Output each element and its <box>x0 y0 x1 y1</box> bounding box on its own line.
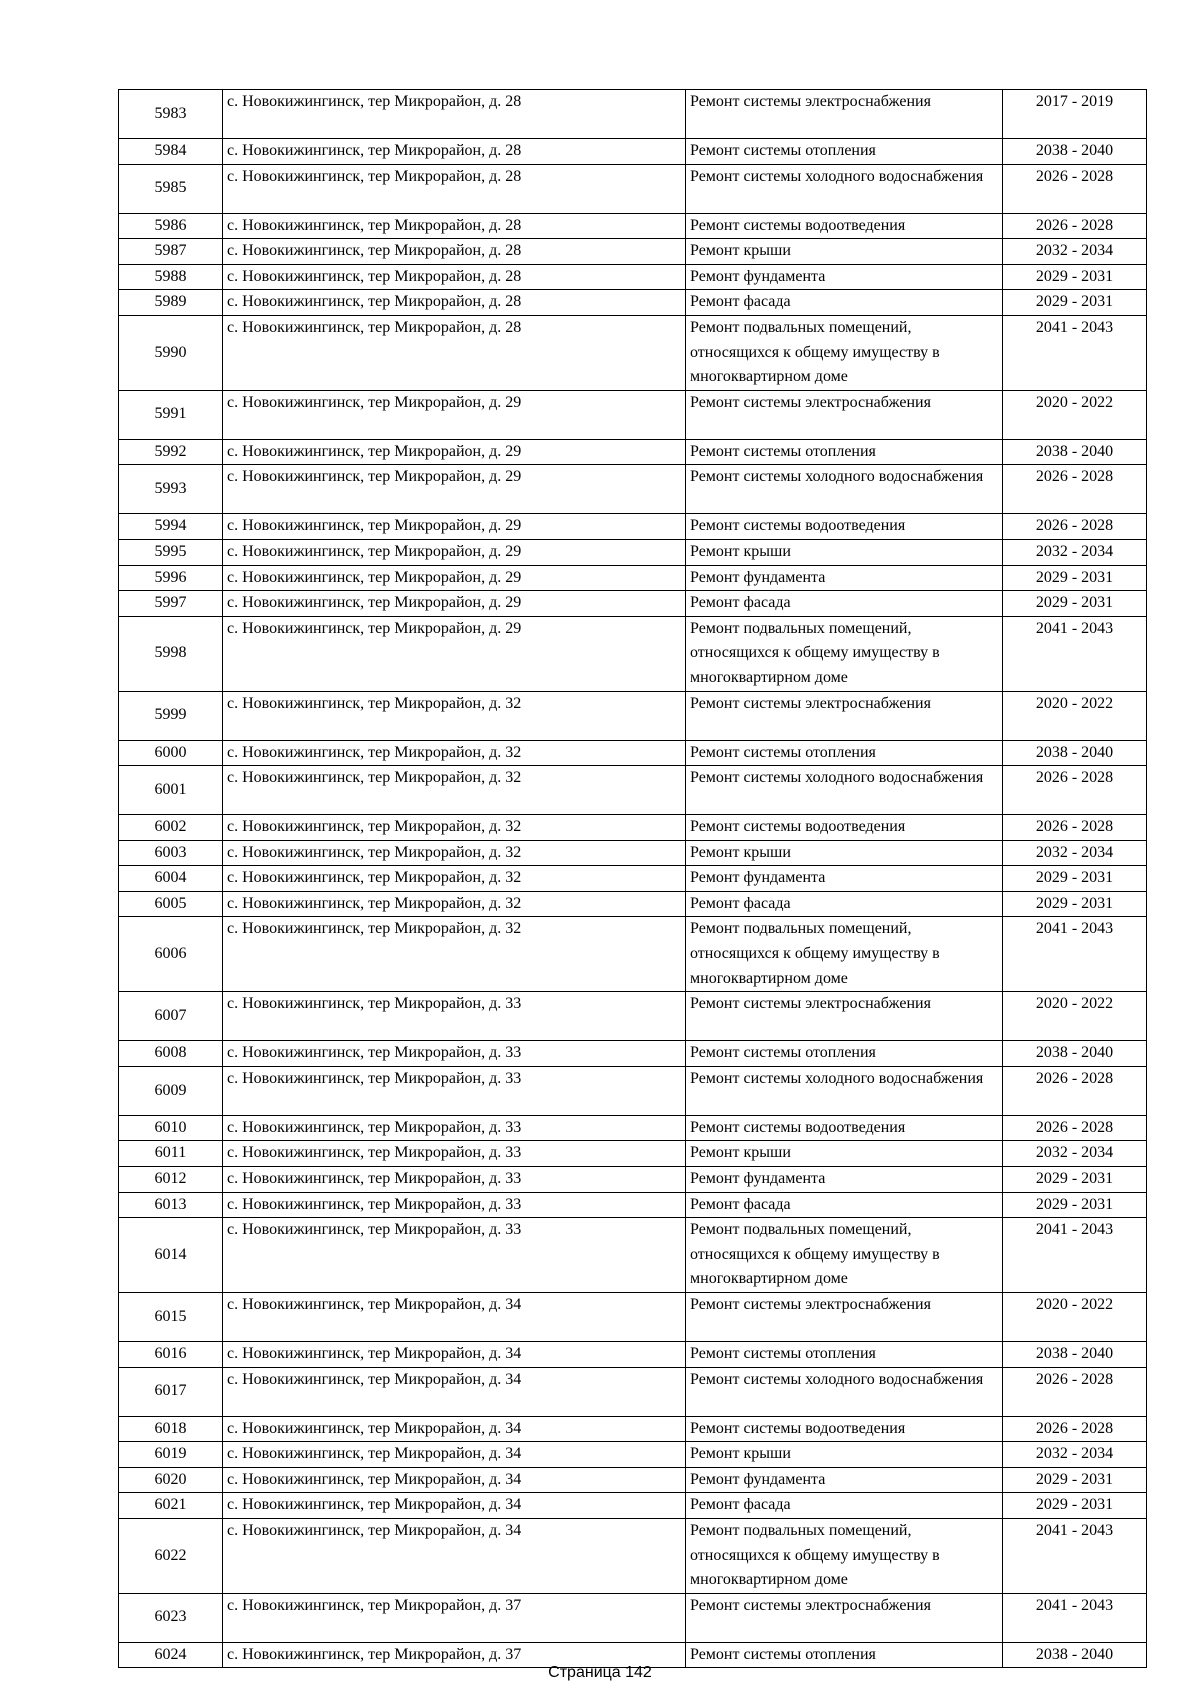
period-cell: 2032 - 2034 <box>1003 1141 1147 1167</box>
row-number-cell: 6000 <box>119 740 223 766</box>
period-cell: 2020 - 2022 <box>1003 992 1147 1041</box>
row-number-cell: 5998 <box>119 616 223 691</box>
work-type-cell: Ремонт системы электроснабжения <box>686 1593 1003 1642</box>
period-cell: 2038 - 2040 <box>1003 139 1147 165</box>
table-row <box>119 740 1147 766</box>
table-row <box>119 1342 1147 1368</box>
address-cell: с. Новокижингинск, тер Микрорайон, д. 32 <box>223 815 686 841</box>
work-type-cell: Ремонт крыши <box>686 239 1003 265</box>
row-number-cell: 6016 <box>119 1342 223 1368</box>
period-cell: 2032 - 2034 <box>1003 840 1147 866</box>
work-type-cell: Ремонт подвальных помещений, относящихся к общему имуществу в многоквартирном доме <box>686 917 1003 992</box>
table-row <box>119 815 1147 841</box>
work-type-cell: Ремонт подвальных помещений, относящихся к общему имуществу в многоквартирном доме <box>686 1218 1003 1293</box>
table-row <box>119 239 1147 265</box>
period-cell: 2041 - 2043 <box>1003 315 1147 390</box>
address-cell: с. Новокижингинск, тер Микрорайон, д. 29 <box>223 465 686 514</box>
address-cell: с. Новокижингинск, тер Микрорайон, д. 32 <box>223 917 686 992</box>
row-number-cell: 6008 <box>119 1041 223 1067</box>
table-row <box>119 691 1147 740</box>
work-type-cell: Ремонт системы отопления <box>686 1342 1003 1368</box>
period-cell: 2026 - 2028 <box>1003 1416 1147 1442</box>
table-row <box>119 1442 1147 1468</box>
address-cell: с. Новокижингинск, тер Микрорайон, д. 34 <box>223 1293 686 1342</box>
row-number-cell: 5988 <box>119 264 223 290</box>
table-row <box>119 90 1147 139</box>
work-type-cell: Ремонт подвальных помещений, относящихся к общему имуществу в многоквартирном доме <box>686 315 1003 390</box>
work-type-cell: Ремонт фундамента <box>686 565 1003 591</box>
address-cell: с. Новокижингинск, тер Микрорайон, д. 29 <box>223 591 686 617</box>
period-cell: 2041 - 2043 <box>1003 917 1147 992</box>
table-row <box>119 992 1147 1041</box>
page-footer <box>0 1664 1200 1682</box>
period-cell: 2029 - 2031 <box>1003 1167 1147 1193</box>
period-cell: 2026 - 2028 <box>1003 164 1147 213</box>
address-cell: с. Новокижингинск, тер Микрорайон, д. 34 <box>223 1518 686 1593</box>
work-type-cell: Ремонт системы водоотведения <box>686 213 1003 239</box>
address-cell: с. Новокижингинск, тер Микрорайон, д. 33 <box>223 1115 686 1141</box>
row-number-cell: 6006 <box>119 917 223 992</box>
work-type-cell: Ремонт системы водоотведения <box>686 1416 1003 1442</box>
row-number-cell: 6007 <box>119 992 223 1041</box>
work-type-cell: Ремонт крыши <box>686 539 1003 565</box>
work-type-cell: Ремонт системы электроснабжения <box>686 390 1003 439</box>
address-cell: с. Новокижингинск, тер Микрорайон, д. 32 <box>223 766 686 815</box>
row-number-cell: 6003 <box>119 840 223 866</box>
row-number-cell: 6020 <box>119 1467 223 1493</box>
table-row <box>119 264 1147 290</box>
work-type-cell: Ремонт фундамента <box>686 1167 1003 1193</box>
row-number-cell: 6005 <box>119 891 223 917</box>
address-cell: с. Новокижингинск, тер Микрорайон, д. 29 <box>223 616 686 691</box>
work-type-cell: Ремонт системы отопления <box>686 740 1003 766</box>
row-number-cell: 6015 <box>119 1293 223 1342</box>
period-cell: 2038 - 2040 <box>1003 1041 1147 1067</box>
period-cell: 2038 - 2040 <box>1003 1642 1147 1668</box>
table-row <box>119 591 1147 617</box>
period-cell: 2041 - 2043 <box>1003 1518 1147 1593</box>
address-cell: с. Новокижингинск, тер Микрорайон, д. 32 <box>223 866 686 892</box>
address-cell: с. Новокижингинск, тер Микрорайон, д. 34 <box>223 1493 686 1519</box>
table-row <box>119 1416 1147 1442</box>
table-row <box>119 514 1147 540</box>
work-type-cell: Ремонт фундамента <box>686 866 1003 892</box>
row-number-cell: 6022 <box>119 1518 223 1593</box>
address-cell: с. Новокижингинск, тер Микрорайон, д. 28 <box>223 315 686 390</box>
period-cell: 2029 - 2031 <box>1003 591 1147 617</box>
work-type-cell: Ремонт системы электроснабжения <box>686 90 1003 139</box>
row-number-cell: 6002 <box>119 815 223 841</box>
address-cell: с. Новокижингинск, тер Микрорайон, д. 33 <box>223 1041 686 1067</box>
table-row <box>119 917 1147 992</box>
work-type-cell: Ремонт подвальных помещений, относящихся к общему имуществу в многоквартирном доме <box>686 616 1003 691</box>
work-type-cell: Ремонт системы электроснабжения <box>686 992 1003 1041</box>
period-cell: 2026 - 2028 <box>1003 1115 1147 1141</box>
work-type-cell: Ремонт подвальных помещений, относящихся к общему имуществу в многоквартирном доме <box>686 1518 1003 1593</box>
table-row <box>119 164 1147 213</box>
row-number-cell: 5997 <box>119 591 223 617</box>
table-row <box>119 1518 1147 1593</box>
table-row <box>119 1141 1147 1167</box>
table-row <box>119 1367 1147 1416</box>
period-cell: 2026 - 2028 <box>1003 465 1147 514</box>
work-type-cell: Ремонт системы холодного водоснабжения <box>686 1367 1003 1416</box>
row-number-cell: 5996 <box>119 565 223 591</box>
period-cell: 2029 - 2031 <box>1003 1467 1147 1493</box>
address-cell: с. Новокижингинск, тер Микрорайон, д. 28 <box>223 90 686 139</box>
table-row <box>119 390 1147 439</box>
period-cell: 2029 - 2031 <box>1003 565 1147 591</box>
row-number-cell: 5991 <box>119 390 223 439</box>
period-cell: 2029 - 2031 <box>1003 1192 1147 1218</box>
work-type-cell: Ремонт системы отопления <box>686 1642 1003 1668</box>
table-row <box>119 315 1147 390</box>
work-type-cell: Ремонт системы водоотведения <box>686 514 1003 540</box>
period-cell: 2032 - 2034 <box>1003 1442 1147 1468</box>
address-cell: с. Новокижингинск, тер Микрорайон, д. 33 <box>223 1066 686 1115</box>
address-cell: с. Новокижингинск, тер Микрорайон, д. 34 <box>223 1367 686 1416</box>
work-type-cell: Ремонт системы водоотведения <box>686 1115 1003 1141</box>
address-cell: с. Новокижингинск, тер Микрорайон, д. 32 <box>223 691 686 740</box>
address-cell: с. Новокижингинск, тер Микрорайон, д. 33 <box>223 1141 686 1167</box>
address-cell: с. Новокижингинск, тер Микрорайон, д. 34 <box>223 1342 686 1368</box>
row-number-cell: 6017 <box>119 1367 223 1416</box>
page-number: Страница 142 <box>548 1664 652 1681</box>
period-cell: 2032 - 2034 <box>1003 239 1147 265</box>
table-row <box>119 1167 1147 1193</box>
work-type-cell: Ремонт системы отопления <box>686 439 1003 465</box>
table-row <box>119 891 1147 917</box>
table-row <box>119 1467 1147 1493</box>
period-cell: 2029 - 2031 <box>1003 891 1147 917</box>
period-cell: 2029 - 2031 <box>1003 866 1147 892</box>
address-cell: с. Новокижингинск, тер Микрорайон, д. 34 <box>223 1442 686 1468</box>
row-number-cell: 5984 <box>119 139 223 165</box>
row-number-cell: 6001 <box>119 766 223 815</box>
work-type-cell: Ремонт фасада <box>686 591 1003 617</box>
work-type-cell: Ремонт крыши <box>686 1141 1003 1167</box>
row-number-cell: 6021 <box>119 1493 223 1519</box>
period-cell: 2026 - 2028 <box>1003 514 1147 540</box>
table-row <box>119 616 1147 691</box>
work-type-cell: Ремонт системы холодного водоснабжения <box>686 465 1003 514</box>
table-row <box>119 139 1147 165</box>
row-number-cell: 5993 <box>119 465 223 514</box>
table-row <box>119 1493 1147 1519</box>
period-cell: 2020 - 2022 <box>1003 390 1147 439</box>
row-number-cell: 6004 <box>119 866 223 892</box>
table-row <box>119 290 1147 316</box>
period-cell: 2017 - 2019 <box>1003 90 1147 139</box>
table-row <box>119 1066 1147 1115</box>
table-row <box>119 840 1147 866</box>
address-cell: с. Новокижингинск, тер Микрорайон, д. 32 <box>223 891 686 917</box>
work-type-cell: Ремонт фасада <box>686 1192 1003 1218</box>
table-row <box>119 213 1147 239</box>
table-row <box>119 866 1147 892</box>
period-cell: 2029 - 2031 <box>1003 290 1147 316</box>
period-cell: 2029 - 2031 <box>1003 1493 1147 1519</box>
row-number-cell: 5999 <box>119 691 223 740</box>
row-number-cell: 6018 <box>119 1416 223 1442</box>
row-number-cell: 6009 <box>119 1066 223 1115</box>
row-number-cell: 5986 <box>119 213 223 239</box>
address-cell: с. Новокижингинск, тер Микрорайон, д. 28 <box>223 239 686 265</box>
work-type-cell: Ремонт системы отопления <box>686 139 1003 165</box>
period-cell: 2020 - 2022 <box>1003 1293 1147 1342</box>
period-cell: 2032 - 2034 <box>1003 539 1147 565</box>
row-number-cell: 5989 <box>119 290 223 316</box>
row-number-cell: 6024 <box>119 1642 223 1668</box>
work-type-cell: Ремонт системы электроснабжения <box>686 691 1003 740</box>
work-type-cell: Ремонт системы холодного водоснабжения <box>686 1066 1003 1115</box>
period-cell: 2026 - 2028 <box>1003 766 1147 815</box>
address-cell: с. Новокижингинск, тер Микрорайон, д. 37 <box>223 1593 686 1642</box>
table-row <box>119 465 1147 514</box>
work-type-cell: Ремонт крыши <box>686 840 1003 866</box>
table-row <box>119 1218 1147 1293</box>
row-number-cell: 6014 <box>119 1218 223 1293</box>
address-cell: с. Новокижингинск, тер Микрорайон, д. 34 <box>223 1467 686 1493</box>
work-type-cell: Ремонт крыши <box>686 1442 1003 1468</box>
row-number-cell: 5987 <box>119 239 223 265</box>
period-cell: 2041 - 2043 <box>1003 616 1147 691</box>
address-cell: с. Новокижингинск, тер Микрорайон, д. 32 <box>223 740 686 766</box>
address-cell: с. Новокижингинск, тер Микрорайон, д. 29 <box>223 514 686 540</box>
period-cell: 2029 - 2031 <box>1003 264 1147 290</box>
address-cell: с. Новокижингинск, тер Микрорайон, д. 37 <box>223 1642 686 1668</box>
address-cell: с. Новокижингинск, тер Микрорайон, д. 29 <box>223 539 686 565</box>
table-row <box>119 565 1147 591</box>
address-cell: с. Новокижингинск, тер Микрорайон, д. 29 <box>223 439 686 465</box>
table-row <box>119 1192 1147 1218</box>
row-number-cell: 5990 <box>119 315 223 390</box>
row-number-cell: 6019 <box>119 1442 223 1468</box>
period-cell: 2038 - 2040 <box>1003 1342 1147 1368</box>
address-cell: с. Новокижингинск, тер Микрорайон, д. 28 <box>223 290 686 316</box>
row-number-cell: 6023 <box>119 1593 223 1642</box>
address-cell: с. Новокижингинск, тер Микрорайон, д. 32 <box>223 840 686 866</box>
period-cell: 2026 - 2028 <box>1003 213 1147 239</box>
table-row <box>119 1041 1147 1067</box>
period-cell: 2026 - 2028 <box>1003 1066 1147 1115</box>
work-type-cell: Ремонт системы холодного водоснабжения <box>686 164 1003 213</box>
table-row <box>119 1115 1147 1141</box>
work-type-cell: Ремонт системы холодного водоснабжения <box>686 766 1003 815</box>
address-cell: с. Новокижингинск, тер Микрорайон, д. 28 <box>223 139 686 165</box>
work-type-cell: Ремонт фасада <box>686 1493 1003 1519</box>
period-cell: 2038 - 2040 <box>1003 439 1147 465</box>
address-cell: с. Новокижингинск, тер Микрорайон, д. 29 <box>223 390 686 439</box>
address-cell: с. Новокижингинск, тер Микрорайон, д. 28 <box>223 164 686 213</box>
address-cell: с. Новокижингинск, тер Микрорайон, д. 28 <box>223 264 686 290</box>
address-cell: с. Новокижингинск, тер Микрорайон, д. 33 <box>223 1218 686 1293</box>
address-cell: с. Новокижингинск, тер Микрорайон, д. 34 <box>223 1416 686 1442</box>
address-cell: с. Новокижингинск, тер Микрорайон, д. 29 <box>223 565 686 591</box>
table-row <box>119 766 1147 815</box>
work-type-cell: Ремонт фасада <box>686 891 1003 917</box>
period-cell: 2038 - 2040 <box>1003 740 1147 766</box>
period-cell: 2020 - 2022 <box>1003 691 1147 740</box>
repair-schedule-table <box>118 89 1147 1668</box>
table-body <box>119 90 1147 1668</box>
row-number-cell: 6011 <box>119 1141 223 1167</box>
period-cell: 2041 - 2043 <box>1003 1218 1147 1293</box>
row-number-cell: 5994 <box>119 514 223 540</box>
table-row <box>119 1293 1147 1342</box>
period-cell: 2041 - 2043 <box>1003 1593 1147 1642</box>
address-cell: с. Новокижингинск, тер Микрорайон, д. 28 <box>223 213 686 239</box>
work-type-cell: Ремонт фасада <box>686 290 1003 316</box>
row-number-cell: 5992 <box>119 439 223 465</box>
work-type-cell: Ремонт системы водоотведения <box>686 815 1003 841</box>
work-type-cell: Ремонт системы отопления <box>686 1041 1003 1067</box>
table-row <box>119 439 1147 465</box>
address-cell: с. Новокижингинск, тер Микрорайон, д. 33 <box>223 1192 686 1218</box>
row-number-cell: 6010 <box>119 1115 223 1141</box>
row-number-cell: 5983 <box>119 90 223 139</box>
table-row <box>119 539 1147 565</box>
address-cell: с. Новокижингинск, тер Микрорайон, д. 33 <box>223 1167 686 1193</box>
period-cell: 2026 - 2028 <box>1003 1367 1147 1416</box>
row-number-cell: 6013 <box>119 1192 223 1218</box>
work-type-cell: Ремонт фундамента <box>686 264 1003 290</box>
period-cell: 2026 - 2028 <box>1003 815 1147 841</box>
work-type-cell: Ремонт системы электроснабжения <box>686 1293 1003 1342</box>
table-row <box>119 1593 1147 1642</box>
row-number-cell: 5995 <box>119 539 223 565</box>
address-cell: с. Новокижингинск, тер Микрорайон, д. 33 <box>223 992 686 1041</box>
row-number-cell: 6012 <box>119 1167 223 1193</box>
work-type-cell: Ремонт фундамента <box>686 1467 1003 1493</box>
row-number-cell: 5985 <box>119 164 223 213</box>
